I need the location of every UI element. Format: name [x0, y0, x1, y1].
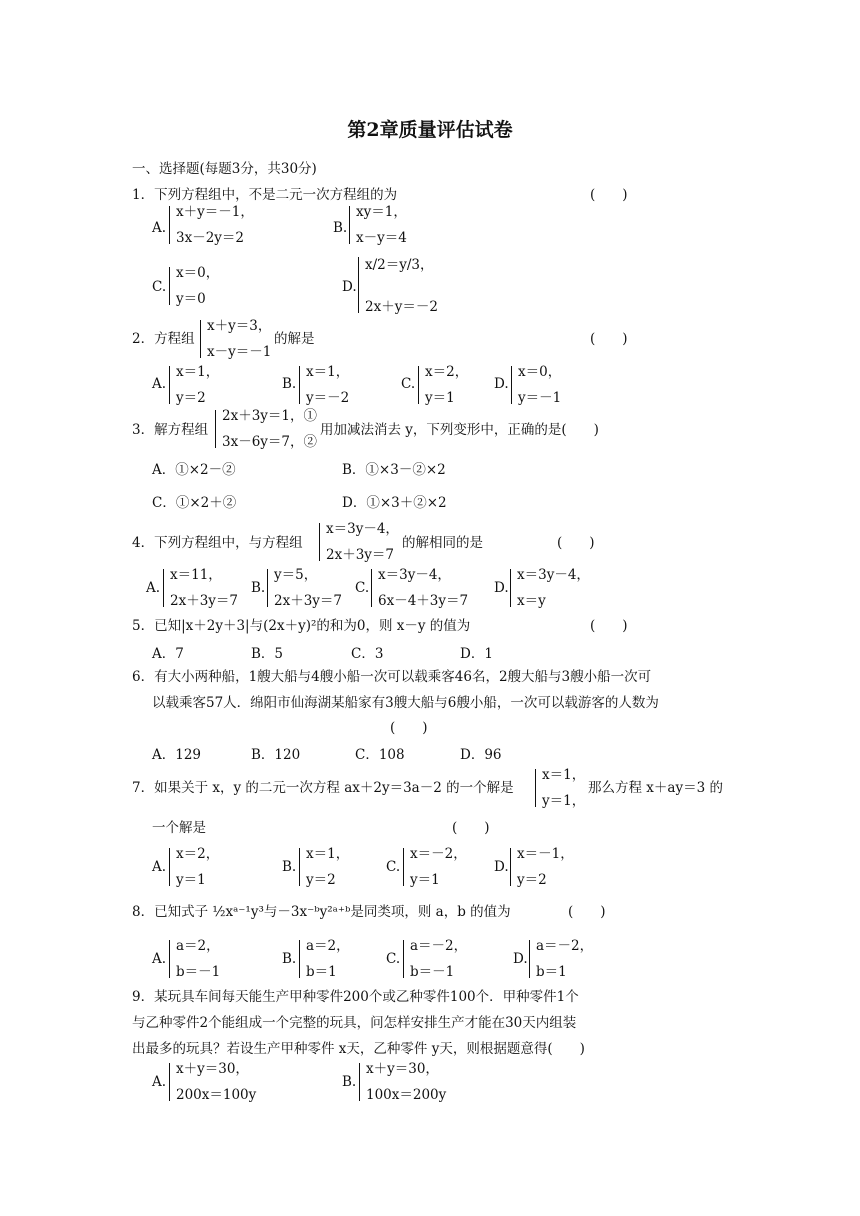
q1-d-eq2: 2x＋y＝－2	[365, 299, 438, 315]
q2-c-eq2: y＝1	[425, 390, 455, 406]
q3-eq1: 2x＋3y＝1，①	[222, 408, 318, 424]
q7-answer-paren: ( )	[452, 820, 490, 836]
q8-option-d-label: D.	[513, 951, 528, 967]
q7-stem-b: 那么方程 x＋ay＝3 的	[588, 780, 723, 796]
q3-stem-b: 用加减法消去 y，下列变形中，正确的是( )	[320, 422, 599, 438]
q4-answer-paren: ( )	[557, 535, 595, 551]
q2-eq1: x＋y＝3，	[207, 318, 272, 334]
q1-option-a-label: A.	[152, 220, 167, 236]
q8-option-b-label: B.	[282, 951, 297, 967]
q4-b-eq2: 2x＋3y＝7	[274, 593, 343, 609]
q1-c-eq1: x＝0，	[176, 265, 220, 281]
q1-d-eq1: x/2＝y/3，	[365, 257, 434, 273]
q8-b-eq2: b＝1	[306, 964, 337, 980]
q7-option-b-label: B.	[282, 859, 297, 875]
q4-b-eq1: y＝5，	[274, 567, 318, 583]
q6-answer-paren: ( )	[390, 720, 428, 736]
q3-stem-a: 3．解方程组	[132, 422, 209, 438]
q3-eq2: 3x－6y＝7，②	[222, 434, 318, 450]
q4-option-b-label: B.	[251, 580, 266, 596]
q9-a-eq1: x＋y＝30，	[176, 1061, 249, 1077]
q2-option-c-label: C.	[401, 376, 416, 392]
q7-b-eq1: x＝1，	[306, 846, 350, 862]
q1-b-eq2: x－y＝4	[356, 230, 407, 246]
q6-option-c: C．108	[355, 747, 405, 763]
section-heading: 一、选择题(每题3分，共30分)	[132, 161, 317, 177]
q3-option-b: B．①×3－②×2	[342, 462, 446, 478]
q9-b-eq2: 100x＝200y	[366, 1087, 447, 1103]
q1-a-eq2: 3x－2y＝2	[176, 230, 245, 246]
q4-c-eq1: x＝3y－4，	[378, 567, 451, 583]
q7-d-eq2: y＝2	[517, 872, 547, 888]
q7-line2: 一个解是	[152, 820, 206, 836]
q4-option-d-label: D.	[494, 580, 509, 596]
q7-a-eq1: x＝2，	[176, 846, 220, 862]
q3-option-d: D．①×3＋②×2	[342, 495, 447, 511]
q8-a-eq1: a＝2，	[176, 938, 220, 954]
q2-b-eq1: x＝1，	[306, 364, 350, 380]
q2-d-eq2: y＝－1	[518, 390, 562, 406]
q1-c-eq2: y＝0	[176, 291, 206, 307]
page-title: 第2章质量评估试卷	[347, 119, 513, 141]
q6-line2: 以载乘客57人．绵阳市仙海湖某船家有3艘大船与6艘小船，一次可以载游客的人数为	[152, 695, 659, 711]
q9-option-a-label: A.	[152, 1074, 167, 1090]
q9-line2: 与乙种零件2个能组成一个完整的玩具，问怎样安排生产才能在30天内组装	[132, 1015, 577, 1031]
q2-stem-b: 的解是	[274, 331, 315, 347]
q7-d-eq1: x＝－1，	[517, 846, 574, 862]
q5-option-a: A．7	[152, 646, 184, 662]
q1-option-d-label: D.	[342, 279, 357, 295]
q7-c-eq1: x＝－2，	[410, 846, 467, 862]
q2-eq2: x－y＝－1	[207, 344, 272, 360]
q8-c-eq1: a＝－2，	[410, 938, 468, 954]
q8-b-eq1: a＝2，	[306, 938, 350, 954]
q5-option-d: D．1	[460, 646, 493, 662]
q9-option-b-label: B.	[342, 1074, 357, 1090]
q8-a-eq2: b＝－1	[176, 964, 221, 980]
q4-stem-a: 4．下列方程组中，与方程组	[132, 535, 303, 551]
q7-c-eq2: y＝1	[410, 872, 440, 888]
q6-option-d: D．96	[460, 747, 502, 763]
q7-eq1: x＝1，	[542, 767, 586, 783]
q1-answer-paren: ( )	[590, 187, 628, 203]
q3-option-c: C．①×2＋②	[152, 495, 237, 511]
q2-a-eq1: x＝1，	[176, 364, 220, 380]
q2-c-eq1: x＝2，	[425, 364, 469, 380]
q2-answer-paren: ( )	[590, 331, 628, 347]
q4-c-eq2: 6x－4＋3y＝7	[378, 593, 469, 609]
q1-option-b-label: B.	[333, 220, 348, 236]
q9-line1: 9．某玩具车间每天能生产甲种零件200个或乙种零件100个．甲种零件1个	[132, 989, 579, 1005]
q1-option-c-label: C.	[152, 279, 167, 295]
q4-a-eq1: x＝11，	[170, 567, 222, 583]
q5-option-b: B．5	[251, 646, 284, 662]
q7-b-eq2: y＝2	[306, 872, 336, 888]
q9-b-eq1: x＋y＝30，	[366, 1061, 439, 1077]
q8-option-c-label: C.	[386, 951, 401, 967]
q8-d-eq2: b＝1	[536, 964, 567, 980]
q8-answer-paren: ( )	[568, 904, 606, 920]
q9-a-eq2: 200x＝100y	[176, 1087, 257, 1103]
q1-b-eq1: xy＝1，	[356, 204, 407, 220]
q6-option-b: B．120	[251, 747, 301, 763]
q4-d-eq1: x＝3y－4，	[517, 567, 590, 583]
q9-line3: 出最多的玩具？若设生产甲种零件 x天，乙种零件 y天，则根据题意得( )	[132, 1041, 585, 1057]
q6-option-a: A．129	[152, 747, 202, 763]
q4-option-c-label: C.	[355, 580, 370, 596]
q4-eq1: x＝3y－4，	[326, 521, 399, 537]
q4-eq2: 2x＋3y＝7	[326, 547, 395, 563]
q3-option-a: A．①×2－②	[152, 462, 236, 478]
q2-stem-a: 2．方程组	[132, 331, 195, 347]
q2-option-a-label: A.	[152, 376, 167, 392]
q5-answer-paren: ( )	[590, 618, 628, 634]
q7-option-c-label: C.	[386, 859, 401, 875]
q4-d-eq2: x＝y	[517, 593, 546, 609]
q5-stem: 5．已知|x＋2y＋3|与(2x＋y)²的和为0，则 x－y 的值为	[132, 618, 471, 634]
q4-option-a-label: A.	[146, 580, 161, 596]
q7-option-a-label: A.	[152, 859, 167, 875]
q4-stem-b: 的解相同的是	[402, 535, 483, 551]
q2-option-b-label: B.	[282, 376, 297, 392]
q1-stem: 1．下列方程组中，不是二元一次方程组的为	[132, 187, 398, 203]
q7-eq2: y＝1，	[542, 793, 586, 809]
q2-a-eq2: y＝2	[176, 390, 206, 406]
q2-option-d-label: D.	[494, 376, 509, 392]
q2-b-eq2: y＝－2	[306, 390, 350, 406]
q5-option-c: C．3	[351, 646, 384, 662]
q4-a-eq2: 2x＋3y＝7	[170, 593, 239, 609]
q6-line1: 6．有大小两种船，1艘大船与4艘小船一次可以载乘客46名，2艘大船与3艘小船一次可	[132, 669, 652, 685]
q2-d-eq1: x＝0，	[518, 364, 562, 380]
q8-stem: 8．已知式子 ½xᵃ⁻¹y³与－3x⁻ᵇy²ᵃ⁺ᵇ是同类项，则 a，b 的值为	[132, 904, 511, 920]
q7-stem-a: 7．如果关于 x，y 的二元一次方程 ax＋2y＝3a－2 的一个解是	[132, 780, 514, 796]
q8-d-eq1: a＝－2，	[536, 938, 594, 954]
q8-c-eq2: b＝－1	[410, 964, 455, 980]
q7-option-d-label: D.	[494, 859, 509, 875]
q1-a-eq1: x＋y＝－1，	[176, 204, 254, 220]
q8-option-a-label: A.	[152, 951, 167, 967]
q7-a-eq2: y＝1	[176, 872, 206, 888]
